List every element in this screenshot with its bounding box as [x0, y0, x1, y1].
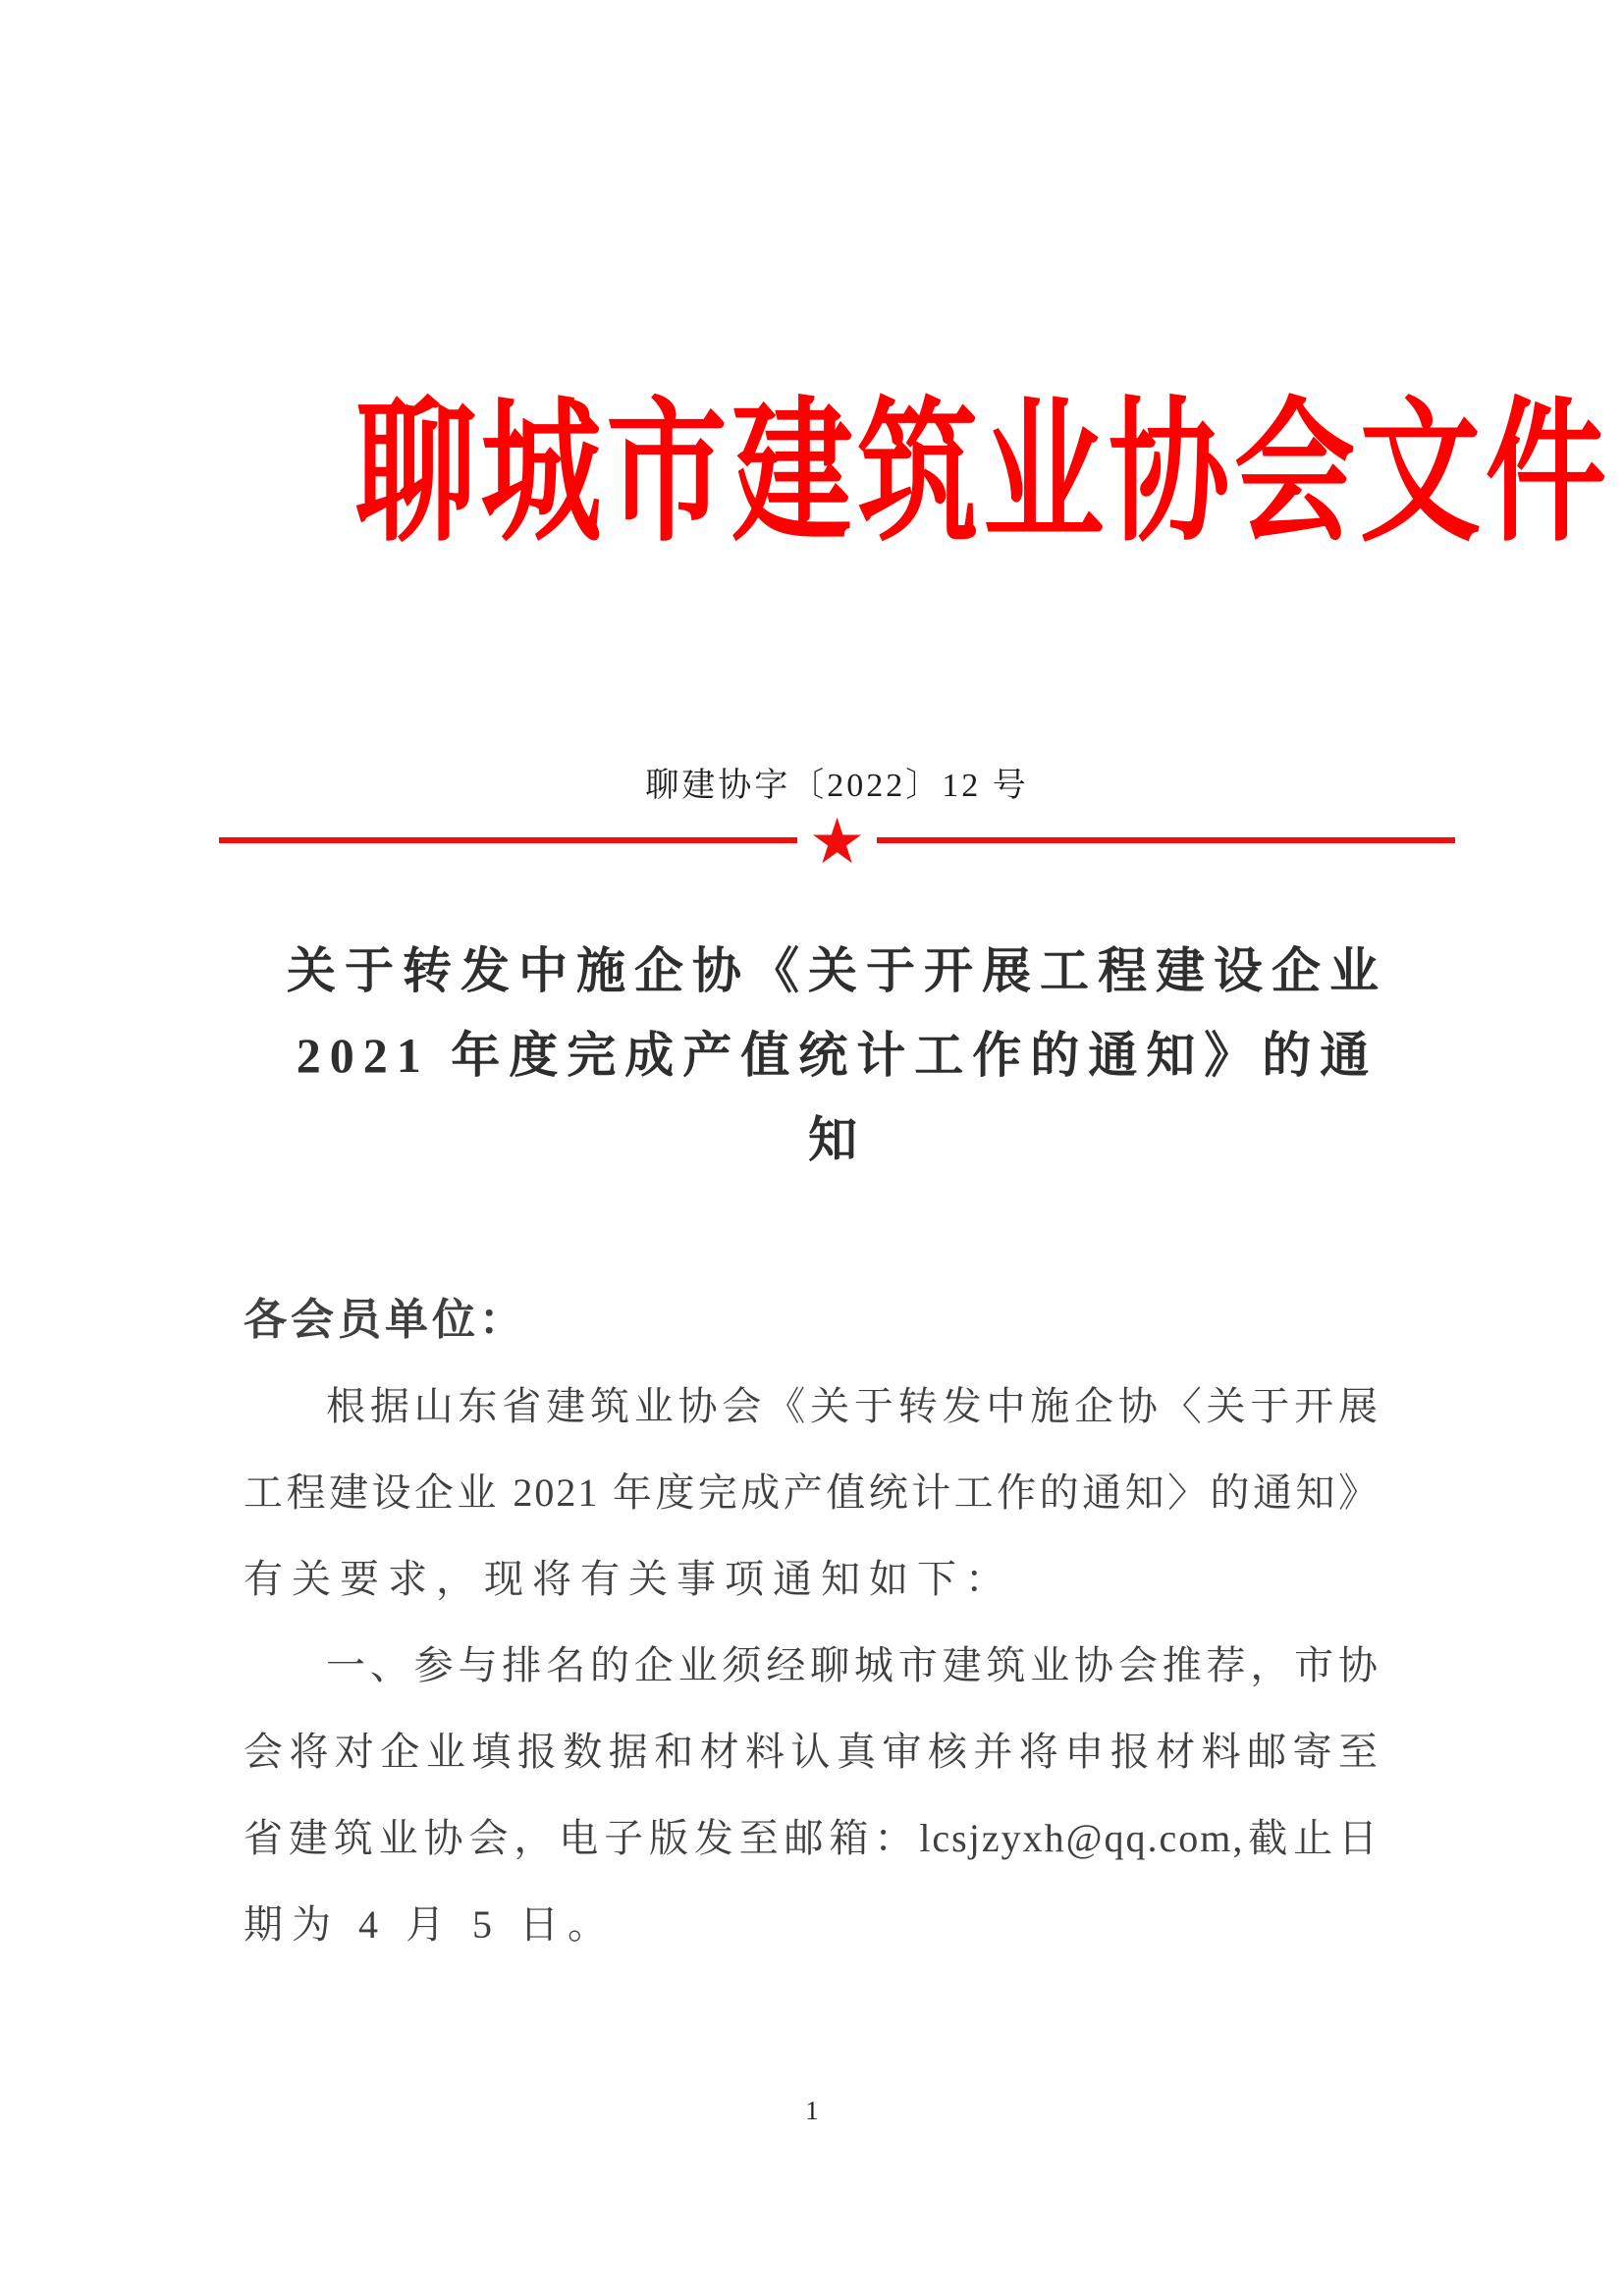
red-rule-right [877, 837, 1455, 843]
org-title: 聊城市建筑业协会文件 [354, 389, 1611, 561]
body-line: 期为 4 月 5 日。 [244, 1902, 616, 1947]
notice-title [219, 929, 1455, 1182]
star-icon: ★ [808, 806, 866, 879]
masthead [219, 389, 1611, 562]
notice-body [244, 1277, 1380, 1968]
document-content [219, 0, 1611, 2296]
doc-number: 聊建协字〔2022〕12 号 [645, 768, 1029, 804]
page-number: 1 [805, 2096, 819, 2125]
body-line: 省建筑业协会，电子版发至邮箱：lcsjzyxh@qq.com,截止日 [244, 1816, 1380, 1860]
red-rule-left [219, 837, 797, 843]
body-line: 有关要求，现将有关事项通知如下： [244, 1557, 1013, 1601]
notice-title-line: 知 [808, 1112, 866, 1167]
body-line: 一、参与排名的企业须经聊城市建筑业协会推荐，市协 [326, 1643, 1380, 1687]
notice-title-line: 2021 年度完成产值统计工作的通知》的通 [296, 1028, 1379, 1083]
body-line: 会将对企业填报数据和材料认真审核并将申报材料邮寄至 [244, 1730, 1380, 1774]
notice-title-line: 关于转发中施企协《关于开展工程建设企业 [287, 943, 1387, 998]
salutation: 各会员单位： [244, 1296, 526, 1344]
red-divider [219, 806, 1455, 879]
body-line: 根据山东省建筑业协会《关于转发中施企协〈关于开展 [326, 1384, 1380, 1428]
body-line: 工程建设企业 2021 年度完成产值统计工作的通知〉的通知》 [244, 1470, 1380, 1515]
